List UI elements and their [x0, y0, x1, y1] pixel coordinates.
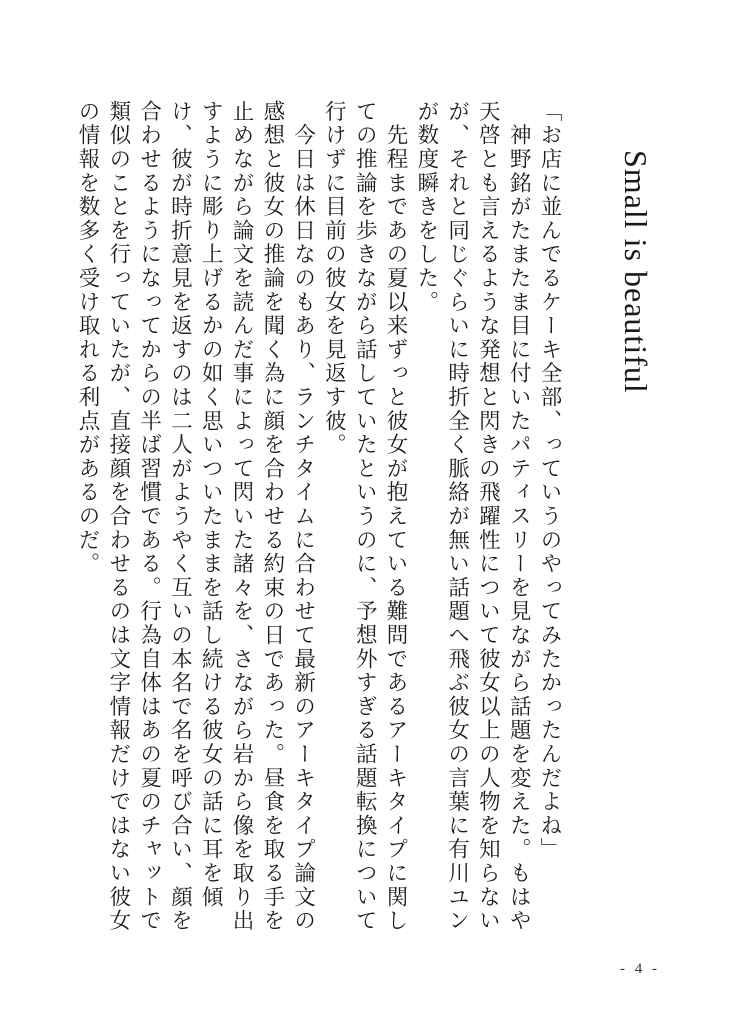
paragraph-1: 「お店に並んでるケーキ全部、っていうのやってみたかったんだよね」: [537, 100, 562, 862]
paragraph-4: 今日は休日なのもあり、ランチタイムに合わせて最新のアーキタイプ論文の感想と彼女の推論を聞く為に顔を合わせる約束の日であった。昼食を取る手を止めながら論文を読んだ事によって閃いた諸々を、さながら岩から像を取り出すように彫り上げるかの如く思いついたままを話し続ける彼女の話に耳を傾け、彼が時折意見を返すのは二人がようやく互いの本名で名を呼び合い、顔を合わせるようになってからの半ば習慣である。行為自体はあの夏のチャットで類似のことを行っていたが、直接顔を合わせるのは文字情報だけではない彼女の情報を数多く受け取れる利点があるのだ。: [75, 100, 316, 933]
paragraph-2: 神野銘がたまたま目に付いたパティスリーを見ながら話題を変えた。もはや天啓とも言えるような発想と閃きの飛躍性について彼女以上の人物を知らないが、それと同じぐらいに時折全く脈絡が無い話題へ飛ぶ彼女の言葉に有川ユンが数度瞬きをした。: [413, 100, 532, 933]
paragraph-3: 先程まであの夏以来ずっと彼女が抱えている難問であるアーキタイプに関しての推論を歩きながら話していたというのに、予想外すぎる話題転換について行けずに目前の彼女を見返す彼。: [321, 100, 409, 933]
body-text: [75, 100, 564, 940]
chapter-title: Small is beautiful: [618, 150, 654, 394]
page-number: - 4 -: [620, 961, 660, 977]
